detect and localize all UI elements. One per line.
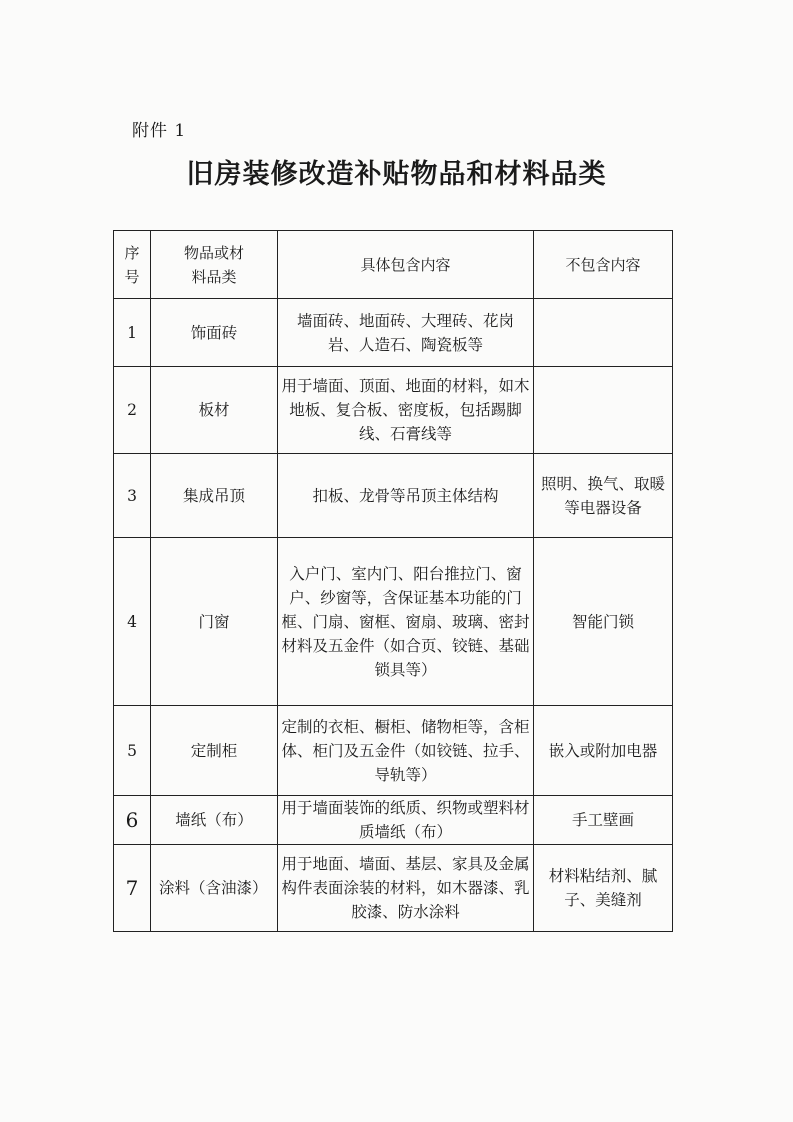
row-excludes: 手工壁画	[534, 796, 673, 845]
document-title: 旧房装修改造补贴物品和材料品类	[186, 159, 607, 190]
row-item: 墙纸（布）	[151, 796, 278, 845]
header-excluded-content: 不包含内容	[534, 231, 673, 299]
row-includes: 定制的衣柜、橱柜、储物柜等，含柜体、柜门及五金件（如铰链、拉手、导轨等）	[278, 706, 534, 796]
row-excludes: 材料粘结剂、腻子、美缝剂	[534, 845, 673, 932]
row-number: 5	[114, 706, 151, 796]
row-excludes	[534, 367, 673, 454]
row-excludes: 智能门锁	[534, 538, 673, 706]
row-item: 涂料（含油漆）	[151, 845, 278, 932]
materials-table	[113, 230, 673, 932]
header-item-category: 物品或材料品类	[151, 231, 278, 299]
row-number: 3	[114, 454, 151, 538]
header-included-content: 具体包含内容	[278, 231, 534, 299]
table-row	[114, 796, 673, 845]
row-item: 定制柜	[151, 706, 278, 796]
table-row	[114, 706, 673, 796]
attachment-label: 附件 1	[132, 121, 187, 141]
row-number: 2	[114, 367, 151, 454]
row-includes: 墙面砖、地面砖、大理砖、花岗岩、人造石、陶瓷板等	[278, 299, 534, 367]
row-includes: 入户门、室内门、阳台推拉门、窗户、纱窗等，含保证基本功能的门框、门扇、窗框、窗扇、玻璃、密封材料及五金件（如合页、铰链、基础锁具等）	[278, 538, 534, 706]
table-row	[114, 454, 673, 538]
table-row	[114, 845, 673, 932]
row-includes: 用于地面、墙面、基层、家具及金属构件表面涂装的材料，如木器漆、乳胶漆、防水涂料	[278, 845, 534, 932]
row-includes: 用于墙面、顶面、地面的材料，如木地板、复合板、密度板，包括踢脚线、石膏线等	[278, 367, 534, 454]
row-includes: 用于墙面装饰的纸质、织物或塑料材质墙纸（布）	[278, 796, 534, 845]
row-item: 板材	[151, 367, 278, 454]
row-number: 4	[114, 538, 151, 706]
row-excludes: 照明、换气、取暖等电器设备	[534, 454, 673, 538]
table-row	[114, 299, 673, 367]
row-number: 1	[114, 299, 151, 367]
row-excludes: 嵌入或附加电器	[534, 706, 673, 796]
row-includes: 扣板、龙骨等吊顶主体结构	[278, 454, 534, 538]
row-item: 集成吊顶	[151, 454, 278, 538]
row-item: 门窗	[151, 538, 278, 706]
table-row	[114, 367, 673, 454]
table-header-row	[114, 231, 673, 299]
table-row	[114, 538, 673, 706]
row-number: 7	[114, 845, 151, 932]
row-number: 6	[114, 796, 151, 845]
row-excludes	[534, 299, 673, 367]
header-serial-number: 序号	[114, 231, 151, 299]
row-item: 饰面砖	[151, 299, 278, 367]
